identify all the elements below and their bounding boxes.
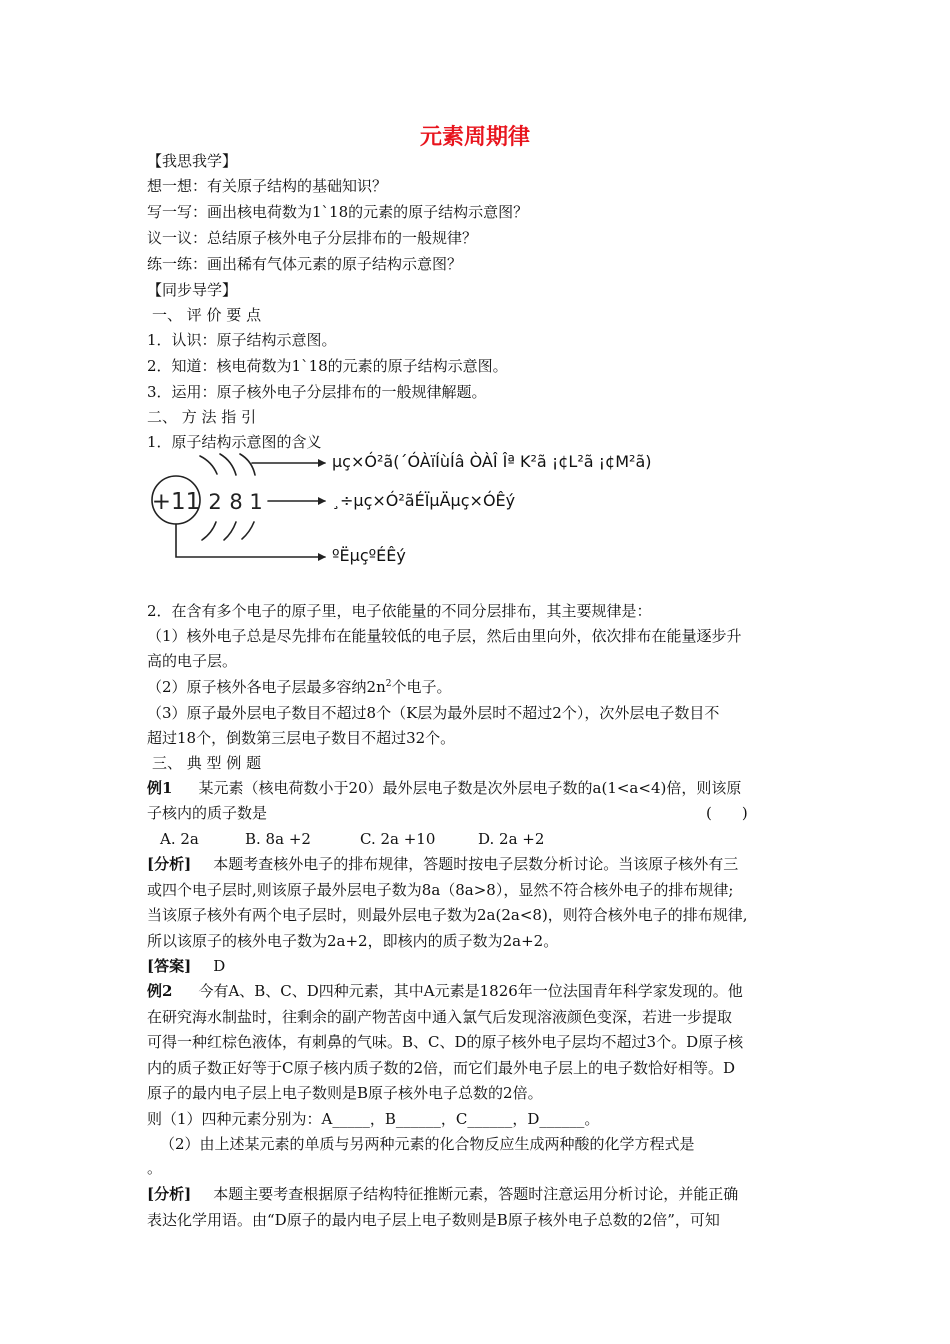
eval-item: 1．认识：原子结构示意图。 (147, 331, 337, 349)
arrow-head (318, 497, 326, 505)
rule-2-text: （2）原子核外各电子层最多容纳2n (147, 678, 386, 696)
eval-header: 一、 评 价 要 点 (152, 306, 262, 324)
answer-value: D (213, 957, 226, 975)
answer-paren: ( ) (706, 804, 748, 822)
analysis-1-line (147, 853, 738, 875)
practice-line: 练一练：画出稀有气体元素的原子结构示意图？ (147, 255, 463, 273)
rule-2-line (147, 676, 452, 698)
answer-line (147, 955, 225, 977)
electron-count: 2 (208, 490, 222, 514)
example-header: 三、 典 型 例 题 (152, 754, 262, 772)
example-2-line: 在研究海水制盐时，往剩余的副产物苦卤中通入氯气后发现溶液颜色变深，若进一步提取 (147, 1008, 733, 1026)
shell-arc (200, 456, 217, 474)
question-1-line: 则（1）四种元素分别为：A_____，B______，C______，D______。 (147, 1110, 600, 1128)
section-header-reflect: 【我思我学】 (147, 152, 238, 170)
example-label: 例2 (147, 982, 173, 1000)
rule-1-line: （1）核外电子总是尽先排布在能量较低的电子层，然后由里向外，依次排布在能量逐步升 (147, 627, 742, 645)
rule-2-text-end: 个电子。 (391, 678, 452, 696)
diagram-label-shells: µç×Ó²ã(´ÓÀïÍùÍâ ÒÀÎ Îª K²ã ¡¢L²ã ¡¢M²ã) (332, 452, 652, 471)
superscript: 2 (385, 679, 392, 689)
document-title: 元素周期律 (419, 125, 530, 150)
electron-count: 8 (229, 490, 243, 514)
answer-label: [答案] (147, 957, 192, 975)
option-d: D. 2a +2 (478, 830, 545, 848)
analysis-1-line: 所以该原子的核外电子数为2a+2，即核内的质子数为2a+2。 (147, 932, 559, 950)
example-2-line (147, 980, 743, 1002)
analysis-label: [分析] (147, 855, 192, 873)
electron-count: 1 (249, 490, 263, 514)
shell-arc (224, 522, 236, 540)
section-header-guide: 【同步导学】 (147, 281, 238, 299)
option-a: A. 2a (160, 830, 199, 848)
nucleus-charge: +11 (151, 489, 201, 515)
example-2-line: 原子的最内电子层上电子数则是B原子核外电子总数的2倍。 (147, 1084, 543, 1102)
method-header: 二、 方 法 指 引 (147, 408, 257, 426)
shell-arc (240, 454, 255, 475)
example-label: 例1 (147, 779, 173, 797)
shell-arc (242, 522, 254, 539)
example-text: 某元素（核电荷数小于20）最外层电子数是次外层电子数的a(1<a<4)倍，则该原 (198, 779, 742, 797)
option-b: B. 8a +2 (245, 830, 311, 848)
rule-3-line: （3）原子最外层电子数目不超过8个（K层为最外层时不超过2个），次外层电子数目不 (147, 704, 720, 722)
diagram-label-nuclear-charge: ºËµçºÉÊý (332, 546, 406, 565)
rule-1-line: 高的电子层。 (147, 652, 238, 670)
analysis-2-line (147, 1183, 738, 1205)
analysis-2-line: 表达化学用语。由“D原子的最内电子层上电子数则是B原子核外电子总数的2倍”，可知 (147, 1211, 720, 1229)
eval-item: 2．知道：核电荷数为1`18的元素的原子结构示意图。 (147, 357, 508, 375)
example-2-line: 内的质子数正好等于C原子核内质子数的2倍，而它们最外电子层上的电子数恰好相等。D (147, 1059, 736, 1077)
example-text: 今有A、B、C、D四种元素，其中A元素是1826年一位法国青年科学家发现的。他 (198, 982, 743, 1000)
atom-structure-diagram (140, 448, 340, 578)
analysis-label: [分析] (147, 1185, 192, 1203)
example-1-line (147, 777, 741, 799)
example-2-line: 可得一种红棕色液体，有刺鼻的气味。B、C、D的原子核外电子层均不超过3个。D原子核 (147, 1033, 744, 1051)
analysis-text: 本题考查核外电子的排布规律，答题时按电子层数分析讨论。当该原子核外有三 (213, 855, 739, 873)
analysis-1-line: 当该原子核外有两个电子层时，则最外层电子数为2a(2a<8)，则符合核外电子的排布规律, (147, 906, 748, 924)
arrow-head (318, 459, 326, 467)
shell-arc (202, 522, 216, 540)
rules-intro: 2．在含有多个电子的原子里，电子依能量的不同分层排布，其主要规律是： (147, 602, 652, 620)
arrow-head (318, 553, 326, 561)
analysis-1-line: 或四个电子层时,则该原子最外层电子数为8a（8a>8），显然不符合核外电子的排布规律; (147, 881, 734, 899)
question-2-line: （2）由上述某元素的单质与另两种元素的化合物反应生成两种酸的化学方程式是 (160, 1135, 695, 1153)
think-line: 想一想：有关原子结构的基础知识？ (147, 177, 388, 195)
option-c: C. 2a +10 (360, 830, 436, 848)
analysis-text: 本题主要考查根据原子结构特征推断元素，答题时注意运用分析讨论，并能正确 (213, 1185, 739, 1203)
rule-3-line: 超过18个，倒数第三层电子数目不超过32个。 (147, 729, 456, 747)
eval-item: 3．运用：原子核外电子分层排布的一般规律解题。 (147, 383, 487, 401)
example-1-line: 子核内的质子数是 (147, 804, 268, 822)
shell-arc (220, 454, 236, 475)
diagram-label-electron-count: ¸÷µç×Ó²ãÉÏµÄµç×ÓÊý (332, 491, 516, 510)
method-item: 1．原子结构示意图的含义 (147, 433, 322, 451)
discuss-line: 议一议：总结原子核外电子分层排布的一般规律？ (147, 229, 478, 247)
write-line: 写一写：画出核电荷数为1`18的元素的原子结构示意图？ (147, 203, 529, 221)
question-2-end: 。 (147, 1159, 163, 1177)
